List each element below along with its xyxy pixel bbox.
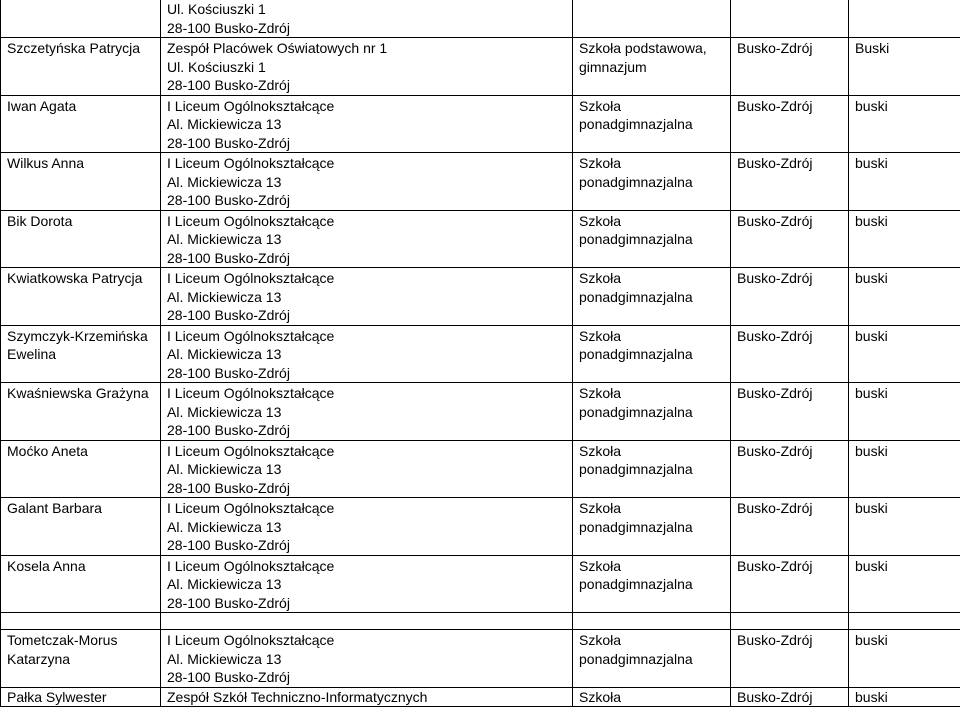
county-cell (849, 95, 960, 153)
school-cell (161, 153, 573, 211)
town-text: Busko-Zdrój (737, 385, 812, 401)
town-text: Busko-Zdrój (737, 328, 812, 344)
gap-cell (731, 613, 849, 630)
table-row (1, 440, 960, 498)
name-cell (1, 153, 161, 211)
type-cell (573, 630, 731, 688)
school-name: I Liceum Ogólnokształcące (167, 327, 566, 346)
town-text: Busko-Zdrój (737, 155, 812, 171)
city-text: 28-100 Busko-Zdrój (167, 421, 566, 440)
city-text: 28-100 Busko-Zdrój (167, 76, 566, 95)
name-cell (1, 325, 161, 383)
person-name: Tometczak-Morus Katarzyna (7, 632, 117, 667)
city-text: 28-100 Busko-Zdrój (167, 536, 566, 555)
town-cell (731, 268, 849, 326)
county-cell (849, 210, 960, 268)
county-cell (849, 38, 960, 96)
school-name: I Liceum Ogólnokształcące (167, 631, 566, 650)
school-cell (161, 325, 573, 383)
name-cell (1, 630, 161, 688)
county-cell (849, 630, 960, 688)
county-text: buski (855, 558, 888, 574)
person-name: Kwaśniewska Grażyna (7, 385, 149, 401)
school-cell (161, 0, 573, 38)
city-text: 28-100 Busko-Zdrój (167, 668, 566, 687)
person-name: Iwan Agata (7, 98, 76, 114)
table-row (1, 498, 960, 556)
table-row (1, 38, 960, 96)
person-name: Pałka Sylwester (7, 689, 107, 705)
person-name: Kwiatkowska Patrycja (7, 270, 142, 286)
county-cell (849, 325, 960, 383)
county-text: buski (855, 385, 888, 401)
school-name: I Liceum Ogólnokształcące (167, 557, 566, 576)
city-text: 28-100 Busko-Zdrój (167, 306, 566, 325)
school-name: I Liceum Ogólnokształcące (167, 212, 566, 231)
person-name: Szymczyk-Krzemińska Ewelina (7, 328, 148, 363)
town-text: Busko-Zdrój (737, 689, 812, 705)
gap-cell (1, 613, 161, 630)
type-cell (573, 153, 731, 211)
table-row (1, 630, 960, 688)
school-name: I Liceum Ogólnokształcące (167, 269, 566, 288)
town-cell (731, 630, 849, 688)
type-cell (573, 383, 731, 441)
school-cell (161, 38, 573, 96)
town-text: Busko-Zdrój (737, 98, 812, 114)
table-row (1, 325, 960, 383)
county-text: buski (855, 270, 888, 286)
county-text: buski (855, 328, 888, 344)
name-cell (1, 555, 161, 613)
street-text: Al. Mickiewicza 13 (167, 173, 566, 192)
town-text: Busko-Zdrój (737, 213, 812, 229)
county-cell (849, 0, 960, 38)
school-name: I Liceum Ogólnokształcące (167, 499, 566, 518)
county-cell (849, 383, 960, 441)
town-cell (731, 440, 849, 498)
school-type: Szkoła ponadgimnazjalna (579, 443, 693, 478)
city-text: 28-100 Busko-Zdrój (167, 249, 566, 268)
town-text: Busko-Zdrój (737, 40, 812, 56)
county-text: buski (855, 689, 888, 705)
street-text: Al. Mickiewicza 13 (167, 403, 566, 422)
street-text: Al. Mickiewicza 13 (167, 575, 566, 594)
school-cell (161, 687, 573, 706)
type-cell (573, 498, 731, 556)
table-row-partial (1, 0, 960, 38)
town-cell (731, 0, 849, 38)
gap-cell (849, 613, 960, 630)
school-type: Szkoła ponadgimnazjalna (579, 328, 693, 363)
town-cell (731, 555, 849, 613)
school-cell (161, 498, 573, 556)
county-text: buski (855, 632, 888, 648)
town-cell (731, 153, 849, 211)
town-cell (731, 95, 849, 153)
school-name: I Liceum Ogólnokształcące (167, 442, 566, 461)
table-row (1, 687, 960, 706)
type-cell (573, 95, 731, 153)
person-name: Kosela Anna (7, 558, 86, 574)
gap-cell (161, 613, 573, 630)
city-text: 28-100 Busko-Zdrój (167, 191, 566, 210)
county-text: buski (855, 155, 888, 171)
city-text: 28-100 Busko-Zdrój (167, 594, 566, 613)
type-cell (573, 440, 731, 498)
table-row (1, 95, 960, 153)
type-cell (573, 210, 731, 268)
table-row (1, 383, 960, 441)
street-text: Al. Mickiewicza 13 (167, 230, 566, 249)
county-cell (849, 498, 960, 556)
street-text: Al. Mickiewicza 13 (167, 288, 566, 307)
type-cell (573, 0, 731, 38)
town-text: Busko-Zdrój (737, 500, 812, 516)
gap-cell (573, 613, 731, 630)
school-type: Szkoła ponadgimnazjalna (579, 270, 693, 305)
name-cell (1, 268, 161, 326)
type-cell (573, 38, 731, 96)
name-cell (1, 440, 161, 498)
name-cell (1, 38, 161, 96)
county-cell (849, 153, 960, 211)
table-row (1, 555, 960, 613)
town-cell (731, 687, 849, 706)
person-name: Szczetyńska Patrycja (7, 40, 140, 56)
school-type: Szkoła podstawowa, gimnazjum (579, 40, 707, 75)
city-text: 28-100 Busko-Zdrój (167, 479, 566, 498)
person-name: Galant Barbara (7, 500, 102, 516)
table-row (1, 268, 960, 326)
school-name: I Liceum Ogólnokształcące (167, 97, 566, 116)
school-type: Szkoła ponadgimnazjalna (579, 385, 693, 420)
town-cell (731, 38, 849, 96)
type-cell (573, 268, 731, 326)
county-cell (849, 440, 960, 498)
school-cell (161, 630, 573, 688)
town-cell (731, 210, 849, 268)
street-text: Al. Mickiewicza 13 (167, 518, 566, 537)
street-text: Al. Mickiewicza 13 (167, 460, 566, 479)
county-cell (849, 687, 960, 706)
type-cell (573, 325, 731, 383)
school-name: I Liceum Ogólnokształcące (167, 154, 566, 173)
name-cell (1, 210, 161, 268)
town-text: Busko-Zdrój (737, 270, 812, 286)
county-text: buski (855, 500, 888, 516)
table-row (1, 210, 960, 268)
street-text: Ul. Kościuszki 1 (167, 0, 566, 19)
street-text: Al. Mickiewicza 13 (167, 650, 566, 669)
county-text: buski (855, 213, 888, 229)
county-text: buski (855, 443, 888, 459)
school-name: Zespół Placówek Oświatowych nr 1 (167, 39, 566, 58)
county-cell (849, 555, 960, 613)
gap-row (1, 613, 960, 630)
county-cell (849, 268, 960, 326)
city-text: 28-100 Busko-Zdrój (167, 19, 566, 38)
person-name: Wilkus Anna (7, 155, 84, 171)
school-type: Szkoła ponadgimnazjalna (579, 155, 693, 190)
town-cell (731, 325, 849, 383)
county-text: buski (855, 98, 888, 114)
school-cell (161, 95, 573, 153)
school-type: Szkoła ponadgimnazjalna (579, 98, 693, 133)
city-text: 28-100 Busko-Zdrój (167, 134, 566, 153)
school-type: Szkoła ponadgimnazjalna (579, 500, 693, 535)
person-name: Moćko Aneta (7, 443, 88, 459)
school-cell (161, 210, 573, 268)
name-cell (1, 383, 161, 441)
school-cell (161, 440, 573, 498)
street-text: Al. Mickiewicza 13 (167, 345, 566, 364)
name-cell (1, 95, 161, 153)
person-name: Bik Dorota (7, 213, 72, 229)
name-cell (1, 498, 161, 556)
name-cell (1, 687, 161, 706)
school-type: Szkoła (579, 689, 621, 705)
school-cell (161, 555, 573, 613)
street-text: Ul. Kościuszki 1 (167, 58, 566, 77)
city-text: 28-100 Busko-Zdrój (167, 364, 566, 383)
school-cell (161, 383, 573, 441)
school-type: Szkoła ponadgimnazjalna (579, 213, 693, 248)
town-text: Busko-Zdrój (737, 443, 812, 459)
school-name: Zespół Szkół Techniczno-Informatycznych (167, 689, 427, 705)
school-cell (161, 268, 573, 326)
type-cell (573, 687, 731, 706)
name-cell (1, 0, 161, 38)
county-text: Buski (855, 40, 889, 56)
town-text: Busko-Zdrój (737, 558, 812, 574)
table-row (1, 153, 960, 211)
town-text: Busko-Zdrój (737, 632, 812, 648)
school-type: Szkoła ponadgimnazjalna (579, 558, 693, 593)
school-name: I Liceum Ogólnokształcące (167, 384, 566, 403)
school-type: Szkoła ponadgimnazjalna (579, 632, 693, 667)
street-text: Al. Mickiewicza 13 (167, 115, 566, 134)
town-cell (731, 383, 849, 441)
type-cell (573, 555, 731, 613)
town-cell (731, 498, 849, 556)
